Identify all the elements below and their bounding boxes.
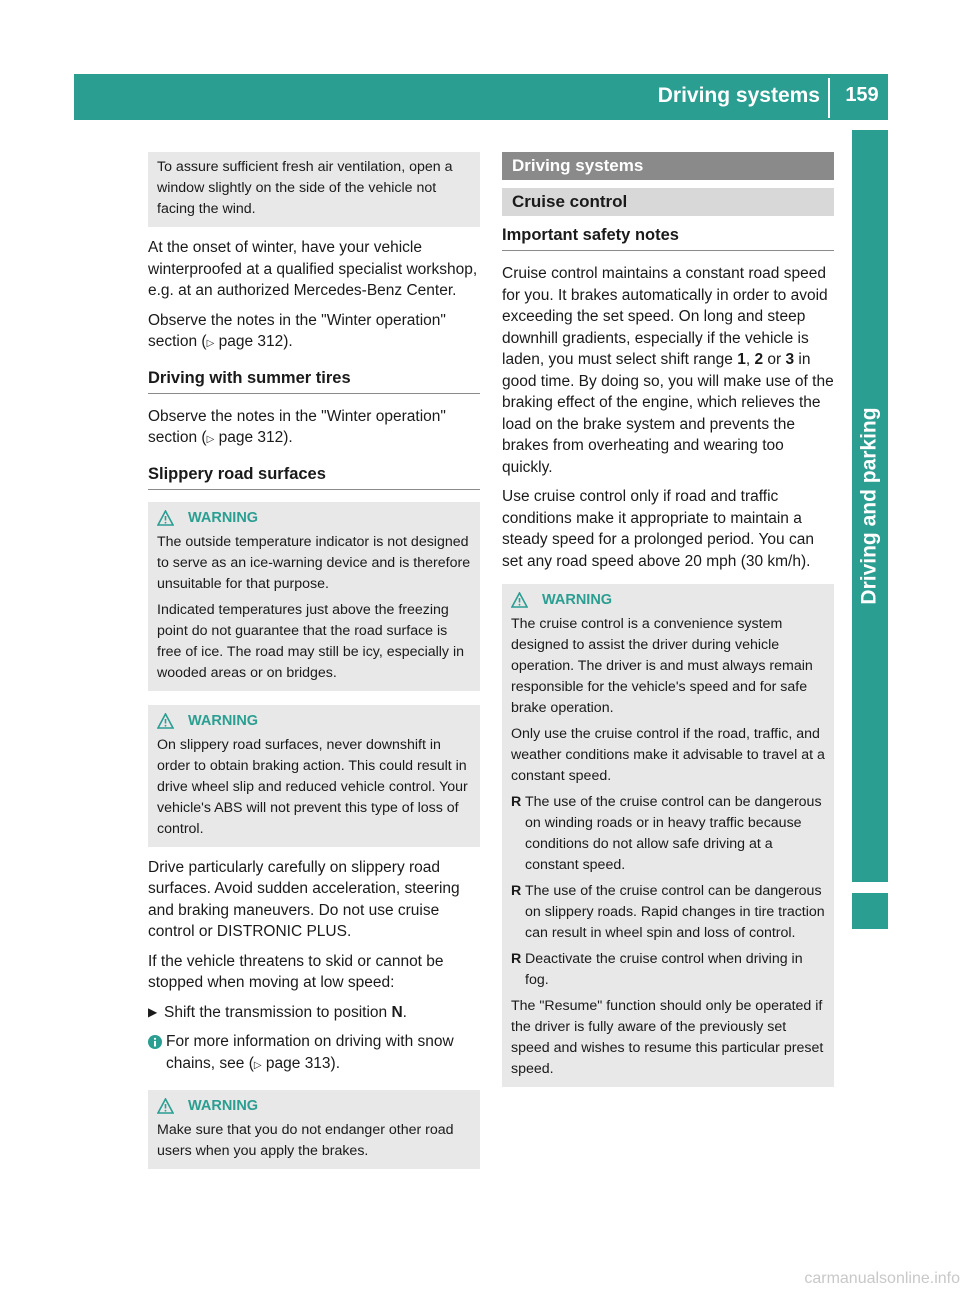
header-bar xyxy=(74,74,888,120)
warning-label: WARNING xyxy=(188,509,259,526)
snow-chains-info: For more information on driving with snow chains, see (▷ page 313). xyxy=(148,1031,480,1076)
heading-summer-tires: Driving with summer tires xyxy=(148,369,480,394)
warning-text: The outside temperature indicator is not designed to serve as an ice-warning device and is therefore unsuitable for that purpose. xyxy=(157,533,471,592)
warning-box-cruise-control xyxy=(502,584,834,1087)
page-ref-icon: ▷ xyxy=(206,434,215,445)
warning-box-downshift xyxy=(148,705,480,847)
warning-text: The "Resume" function should only be operated if the driver is fully aware of the previously set speed and wishes to resume this particular preset speed. xyxy=(511,998,824,1077)
warning-bullet: R Deactivate the cruise control when driving in fog. xyxy=(511,951,803,988)
header-separator xyxy=(828,78,830,118)
winterproof-paragraph: At the onset of winter, have your vehicle winterproofed at a qualified specialist workshop, e.g. at an authorized Mercedes-Benz Center. xyxy=(148,239,478,299)
winter-operation-ref: Observe the notes in the "Winter operation" section (▷ page 312). xyxy=(148,311,446,350)
warning-text: Make sure that you do not endanger other road users when you apply the brakes. xyxy=(157,1122,454,1159)
header-title: Driving systems xyxy=(657,84,820,107)
warning-header xyxy=(157,507,471,529)
warning-label: WARNING xyxy=(542,592,613,608)
warning-text: Only use the cruise control if the road, traffic, and weather conditions make it advisable to travel at a constant speed. xyxy=(511,726,825,784)
warning-label: WARNING xyxy=(188,1098,259,1114)
footer-watermark: carmanualsonline.info xyxy=(804,1270,960,1287)
instruction-step: ▶ Shift the transmission to position N. xyxy=(148,1002,480,1024)
ventilation-note: To assure sufficient fresh air ventilation, open a window slightly on the side of the vehicle not facing the wind. xyxy=(157,159,453,217)
slippery-driving-paragraph: Drive particularly carefully on slippery road surfaces. Avoid sudden acceleration, steering and braking maneuvers. Do not use cruise control or DISTRONIC PLUS. xyxy=(148,858,460,940)
warning-triangle-icon xyxy=(157,510,174,526)
warning-header xyxy=(157,710,471,732)
side-marker xyxy=(852,893,888,929)
cruise-control-usage: Use cruise control only if road and traffic conditions make it appropriate to maintain a steady speed for a prolonged period. You can set any road speed above 20 mph (30 km/h). xyxy=(502,488,814,570)
section-band-driving-systems: Driving systems xyxy=(502,152,834,180)
page-ref-icon: ▷ xyxy=(253,1059,262,1071)
side-chapter-label: Driving and parking xyxy=(858,407,882,605)
skid-paragraph: If the vehicle threatens to skid or cannot be stopped when moving at low speed: xyxy=(148,952,444,991)
section-band-cruise-control: Cruise control xyxy=(502,188,834,216)
right-column xyxy=(502,152,834,1097)
page-number: 159 xyxy=(845,84,879,106)
warning-triangle-icon xyxy=(157,1098,174,1114)
warning-triangle-icon xyxy=(511,592,528,608)
left-column xyxy=(148,152,480,1179)
warning-header xyxy=(157,1095,471,1117)
warning-label: WARNING xyxy=(188,712,259,729)
warning-text: Indicated temperatures just above the freezing point do not guarantee that the road surface is free of ice. The road may still be icy, especially in wooded areas or on bridges. xyxy=(157,601,465,681)
info-icon xyxy=(148,1031,166,1076)
page-ref-icon: ▷ xyxy=(206,338,215,349)
step-arrow-icon: ▶ xyxy=(148,1004,158,1019)
warning-box-temperature xyxy=(148,502,480,691)
heading-safety-notes: Important safety notes xyxy=(502,226,834,251)
warning-text: The cruise control is a convenience system designed to assist the driver during vehicle operation. The driver is and must always remain responsible for the vehicle's speed and for safe brake operation. xyxy=(511,616,813,716)
warning-box-brakes xyxy=(148,1090,480,1169)
warning-text: On slippery road surfaces, never downshift in order to obtain braking action. This could result in drive wheel slip and reduced vehicle control. Your vehicle's ABS will not prevent this type of loss of control. xyxy=(157,736,468,837)
warning-triangle-icon xyxy=(157,713,174,729)
heading-slippery-roads: Slippery road surfaces xyxy=(148,465,480,490)
ventilation-note-box xyxy=(148,152,480,227)
cruise-control-description: Cruise control maintains a constant road speed for you. It brakes automatically in order to avoid exceeding the set speed. On long and steep downhill gradients, especially if the vehicle is laden, you must select shift range 1, 2 or 3 in good time. By doing so, you will make use of the braking effect of the engine, which relieves the load on the brake system and prevents the brakes from overheating and wearing too quickly. xyxy=(502,265,834,476)
side-chapter-tab xyxy=(852,130,888,882)
warning-header xyxy=(511,589,825,611)
summer-tires-ref: Observe the notes in the "Winter operation" section (▷ page 312). xyxy=(148,407,446,446)
warning-bullet: R The use of the cruise control can be dangerous on winding roads or in heavy traffic because conditions do not allow safe driving at a constant speed. xyxy=(511,794,822,873)
warning-bullet: R The use of the cruise control can be dangerous on slippery roads. Rapid changes in tire traction can result in wheel spin and loss of control. xyxy=(511,883,825,941)
